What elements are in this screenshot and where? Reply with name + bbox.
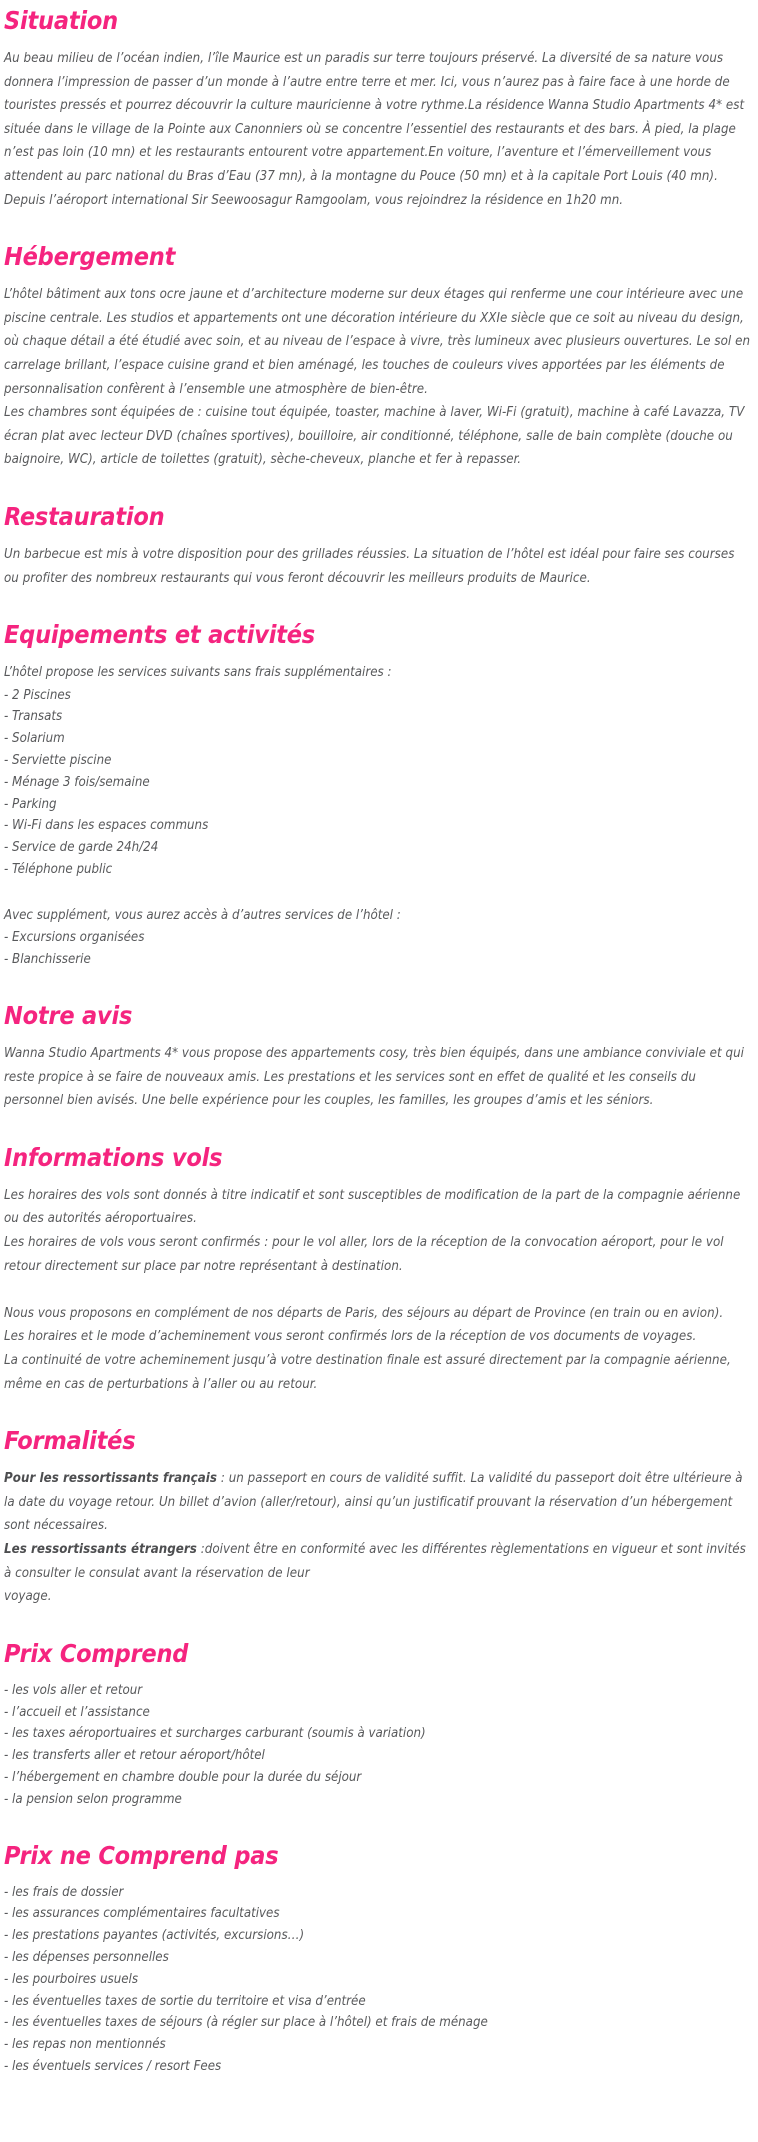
list-item: - les assurances complémentaires facultatives [4, 1906, 280, 1922]
list-item: - Excursions organisées [4, 930, 145, 946]
informations-vols-gap [4, 1278, 752, 1302]
list-item: - 2 Piscines [4, 687, 71, 703]
list-item: - les éventuels services / resort Fees [4, 2058, 222, 2074]
informations-vols-paragraph-3: Nous vous proposons en complément de nos départs de Paris, des séjours au départ de Province (en train ou en avion). [4, 1305, 724, 1321]
list-item: - les dépenses personnelles [4, 1949, 169, 1965]
list-item: - Wi-Fi dans les espaces communs [4, 818, 209, 834]
hebergement-paragraph-1: L’hôtel bâtiment aux tons ocre jaune et d’architecture moderne sur deux étages qui renferme une cour intérieure avec une piscine centrale. Les studios et appartements ont une décoration intérieure du XXIe siècle que ce soit au niveau du design, où chaque détail a été étudié avec soin, et au niveau de l’espace à vivre, très lumineux avec plusieurs ouvertures. Le sol en carrelage brillant, l’espace cuisine grand et bien aménagé, les touches de couleurs vives apportées par les éléments de personnalisation confèrent à l’ensemble une atmosphère de bien-être. [4, 287, 751, 397]
section-informations-vols [4, 1143, 752, 1396]
equipements-paid-list [4, 927, 752, 971]
list-item: - l’hébergement en chambre double pour la durée du séjour [4, 1769, 362, 1785]
prix-ne-comprend-pas-list [4, 1882, 752, 2078]
equipements-paid-block [4, 904, 752, 971]
list-item: - la pension selon programme [4, 1791, 182, 1807]
list-item: - les vols aller et retour [4, 1682, 143, 1698]
notre-avis-paragraph: Wanna Studio Apartments 4* vous propose des appartements cosy, très bien équipés, dans une ambiance conviviale et qui reste propice à se faire de nouveaux amis. Les prestations et les services sont en effet de qualité et les conseils du personnel bien avisés. Une belle expérience pour les couples, les familles, les groupes d’amis et les séniors. [4, 1046, 745, 1109]
notre-avis-body [4, 1042, 752, 1113]
section-title-situation: Situation [4, 6, 118, 35]
formalites-french-text: : un passeport en cours de validité suffit. La validité du passeport doit être ultérieure à la date du voyage retour. Un billet d’avion (aller/retour), ainsi qu’un justificatif prouvant la réservation d’un hébergement sont nécessaires. [4, 1471, 743, 1534]
list-item: - les repas non mentionnés [4, 2037, 166, 2053]
section-formalites [4, 1426, 752, 1609]
list-item: - Téléphone public [4, 862, 113, 878]
list-item: - Transats [4, 709, 63, 725]
formalites-body [4, 1467, 752, 1609]
informations-vols-paragraph-2: Les horaires de vols vous seront confirmés : pour le vol aller, lors de la réception de la convocation aéroport, pour le vol retour directement sur place par notre représentant à destination. [4, 1235, 724, 1274]
list-item: - Blanchisserie [4, 952, 91, 968]
list-item: - les pourboires usuels [4, 1971, 138, 1987]
hebergement-body [4, 283, 752, 472]
equipements-free-intro: L’hôtel propose les services suivants sans frais supplémentaires : [4, 665, 392, 681]
hebergement-paragraph-2: Les chambres sont équipées de : cuisine tout équipée, toaster, machine à laver, Wi-Fi (gratuit), machine à café Lavazza, TV écran plat avec lecteur DVD (chaînes sportives), bouilloire, air conditionné, téléphone, salle de bain complète (douche ou baignoire, WC), article de toilettes (gratuit), sèche-cheveux, planche et fer à repasser. [4, 405, 745, 468]
section-situation [4, 6, 752, 212]
section-prix-ne-comprend-pas [4, 1841, 752, 2078]
list-item: - les transferts aller et retour aéroport/hôtel [4, 1748, 265, 1764]
equipements-free-list [4, 685, 752, 881]
situation-body [4, 47, 752, 212]
list-item: - Serviette piscine [4, 753, 112, 769]
informations-vols-paragraph-4: Les horaires et le mode d’acheminement vous seront confirmés lors de la réception de vos documents de voyages. [4, 1329, 697, 1345]
prix-comprend-list-block [4, 1680, 752, 1811]
section-restauration [4, 502, 752, 590]
prix-comprend-list [4, 1680, 752, 1811]
restauration-body [4, 543, 752, 590]
situation-paragraph: Au beau milieu de l’océan indien, l’île Maurice est un paradis sur terre toujours préservé. La diversité de sa nature vous donnera l’impression de passer d’un monde à l’autre entre terre et mer. Ici, vous n’aurez pas à faire face à une horde de touristes pressés et pourrez découvrir la culture mauricienne à votre rythme.La résidence Wanna Studio Apartments 4* est située dans le village de la Pointe aux Canonniers où se concentre l’essentiel des restaurants et des bars. À pied, la plage n’est pas loin (10 mn) et les restaurants entourent votre appartement.En voiture, l’aventure et l’émerveillement vous attendent au parc national du Bras d’Eau (37 mn), à la montagne du Pouce (50 mn) et à la capitale Port Louis (40 mn). Depuis l’aéroport international Sir Seewoosagur Ramgoolam, vous rejoindrez la résidence en 1h20 mn. [4, 51, 745, 208]
formalites-foreign-label: Les ressortissants étrangers [4, 1541, 197, 1557]
section-title-prix-ne-comprend-pas: Prix ne Comprend pas [4, 1840, 279, 1870]
formalites-foreign-text: :doivent être en conformité avec les différentes règlementations en vigueur et sont invités à consulter le consulat avant la réservation de leur [4, 1541, 746, 1581]
section-title-notre-avis: Notre avis [4, 1001, 133, 1031]
section-title-equipements: Equipements et activités [4, 620, 315, 650]
prix-ne-comprend-pas-list-block [4, 1882, 752, 2078]
informations-vols-paragraph-1: Les horaires des vols sont donnés à titre indicatif et sont susceptibles de modification de la part de la compagnie aérienne ou des autorités aéroportuaires. [4, 1187, 741, 1227]
list-item: - les frais de dossier [4, 1884, 124, 1900]
section-prix-comprend [4, 1639, 752, 1811]
informations-vols-paragraph-5: La continuité de votre acheminement jusqu’à votre destination finale est assuré directement par la compagnie aérienne, même en cas de perturbations à l’aller ou au retour. [4, 1352, 731, 1392]
section-title-prix-comprend: Prix Comprend [4, 1638, 189, 1668]
equipements-free-block [4, 661, 752, 881]
equipements-paid-intro: Avec supplément, vous aurez accès à d’autres services de l’hôtel : [4, 907, 401, 923]
restauration-paragraph: Un barbecue est mis à votre disposition pour des grillades réussies. La situation de l’hôtel est idéal pour faire ses courses ou profiter des nombreux restaurants qui vous feront découvrir les meilleurs produits de Maurice. [4, 546, 735, 586]
equipements-spacer [4, 881, 752, 904]
list-item: - l’accueil et l’assistance [4, 1704, 150, 1720]
list-item: - Parking [4, 796, 57, 812]
list-item: - les éventuelles taxes de sortie du territoire et visa d’entrée [4, 1993, 366, 2009]
informations-vols-body [4, 1184, 752, 1396]
list-item: - Solarium [4, 731, 65, 747]
formalites-foreign-last-line: voyage. [4, 1589, 52, 1605]
formalites-french-label: Pour les ressortissants français [4, 1471, 218, 1487]
list-item: - Service de garde 24h/24 [4, 840, 159, 856]
section-equipements [4, 620, 752, 971]
section-title-hebergement: Hébergement [4, 242, 176, 272]
section-hebergement [4, 242, 752, 472]
section-notre-avis [4, 1001, 752, 1113]
section-title-restauration: Restauration [4, 501, 165, 531]
list-item: - les prestations payantes (activités, excursions…) [4, 1928, 305, 1944]
formalites-paragraph-foreign [4, 1538, 752, 1585]
section-title-formalites: Formalités [4, 1426, 136, 1456]
formalites-paragraph-french [4, 1467, 752, 1538]
section-title-informations-vols: Informations vols [4, 1142, 223, 1172]
list-item: - les éventuelles taxes de séjours (à régler sur place à l’hôtel) et frais de ménage [4, 2015, 488, 2031]
list-item: - les taxes aéroportuaires et surcharges carburant (soumis à variation) [4, 1726, 426, 1742]
list-item: - Ménage 3 fois/semaine [4, 774, 150, 790]
